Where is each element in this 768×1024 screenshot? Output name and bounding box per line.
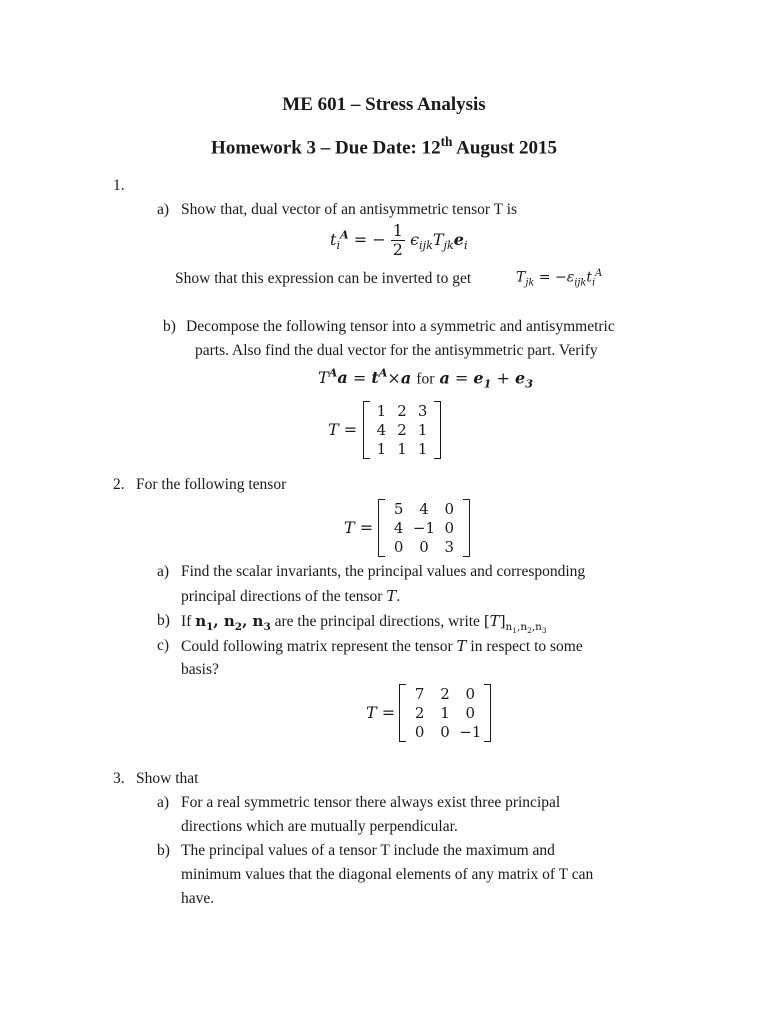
course-title: ME 601 – Stress Analysis (282, 94, 486, 115)
matrix-cell: 0 (393, 538, 404, 556)
matrix-cell: 7 (414, 685, 425, 703)
q2a-line2-text: principal directions of the tensor (181, 588, 383, 605)
q2b-label: b) (157, 612, 170, 629)
matrix-row (386, 538, 462, 557)
matrix-cell: 0 (440, 723, 450, 741)
matrix-row (371, 402, 433, 421)
q2-matrix-label: T = (344, 518, 374, 537)
q1b-line1: Decompose the following tensor into a symmetric and antisymmetric (186, 318, 615, 335)
q2c-line2: basis? (181, 661, 219, 678)
matrix-cell: 1 (417, 421, 428, 439)
matrix-cell: 0 (444, 500, 455, 518)
q3b-line2: minimum values that the diagonal elements of any matrix of T can (181, 866, 594, 883)
matrix-cell: −1 (459, 723, 482, 741)
matrix-cell: 1 (417, 440, 428, 458)
matrix-cell: 3 (417, 402, 428, 420)
q2-number: 2. (113, 476, 125, 493)
q2b-if: If (181, 613, 192, 630)
homework-sup: th (440, 134, 453, 149)
q2a-line1: Find the scalar invariants, the principal values and corresponding (181, 563, 586, 580)
matrix-row (371, 421, 433, 440)
matrix-cell: 4 (419, 500, 429, 518)
q2b-text: are the principal directions, write (274, 613, 480, 630)
q3-number: 3. (113, 770, 125, 787)
matrix-row (386, 500, 462, 519)
q3a-line2: directions which are mutually perpendicular. (181, 818, 458, 835)
q2-matrix (378, 499, 470, 557)
homework-prefix: Homework 3 – Due Date: 12 (211, 137, 441, 159)
q3a-label: a) (157, 794, 170, 811)
q3b-line3: have. (181, 890, 215, 907)
q1a-invert-equation: $T_{jk} = -\varepsilon_{ijk}t_i^A$ (516, 268, 603, 289)
q2c-line1b: in respect to some (470, 638, 583, 655)
q1a-text: Show that, dual vector of an antisymmetric tensor T is (181, 201, 518, 218)
matrix-cell: 1 (376, 402, 387, 420)
matrix-cell: 0 (465, 685, 476, 703)
matrix-cell: 5 (393, 500, 404, 518)
matrix-cell: 1 (440, 704, 450, 722)
q3a-line1: For a real symmetric tensor there always exist three principal (181, 794, 561, 811)
matrix-cell: 0 (465, 704, 476, 722)
q3b-line1: The principal values of a tensor T include the maximum and (181, 842, 555, 859)
q2c-line1: Could following matrix represent the tensor T in respect to some (181, 637, 583, 655)
matrix-cell: 2 (414, 704, 425, 722)
matrix-cell: 0 (419, 538, 429, 556)
matrix-cell: 1 (397, 440, 407, 458)
q3b-label: b) (157, 842, 170, 859)
matrix-cell: 2 (397, 402, 407, 420)
matrix-row (386, 519, 462, 538)
matrix-row (407, 704, 483, 723)
q2b-line: If $n_1$, $n_2$, $n_3$ are the principal directions, write $[T]_{n_1,n_2,n_3}$ (181, 612, 547, 636)
homework-suffix: August 2015 (452, 137, 557, 159)
q1a-invert-text: Show that this expression can be inverted to get (175, 270, 472, 287)
q2c-matrix-label: T = (366, 703, 396, 722)
matrix-cell: 4 (376, 421, 387, 439)
q3-intro: Show that (136, 770, 199, 787)
q1b-matrix (363, 401, 441, 459)
q2c-line1a: Could following matrix represent the tensor (181, 638, 453, 655)
q1a-equation: $t_i^A$ = − $\frac{1}{2}$ $\epsilon_{ijk}T_{jk}e_i$ (330, 221, 468, 259)
q1b-for-word: for (416, 370, 435, 388)
q2c-label: c) (157, 637, 170, 654)
matrix-cell: 1 (376, 440, 387, 458)
q1b-verify-equation: $T^Aa = t^A\times a$ for $a = e_1 + e_3$ (318, 366, 533, 391)
matrix-cell: 0 (414, 723, 425, 741)
q2-intro: For the following tensor (136, 476, 287, 493)
q1b-matrix-label: T = (328, 420, 358, 439)
homework-title (0, 134, 768, 159)
q1a-label: a) (157, 201, 170, 218)
q2a-label: a) (157, 563, 170, 580)
q1-number: 1. (113, 177, 125, 194)
matrix-cell: −1 (412, 519, 436, 537)
matrix-cell: 0 (444, 519, 455, 537)
matrix-row (407, 723, 483, 742)
matrix-row (407, 685, 483, 704)
matrix-cell: 2 (397, 421, 407, 439)
q2a-line2: principal directions of the tensor T. (181, 587, 401, 605)
q1b-line2: parts. Also find the dual vector for the antisymmetric part. Verify (195, 342, 598, 359)
matrix-cell: 4 (393, 519, 404, 537)
q2c-matrix (399, 684, 491, 742)
q1b-label: b) (163, 318, 176, 335)
matrix-cell: 3 (444, 538, 455, 556)
matrix-row (371, 440, 433, 459)
matrix-cell: 2 (440, 685, 450, 703)
